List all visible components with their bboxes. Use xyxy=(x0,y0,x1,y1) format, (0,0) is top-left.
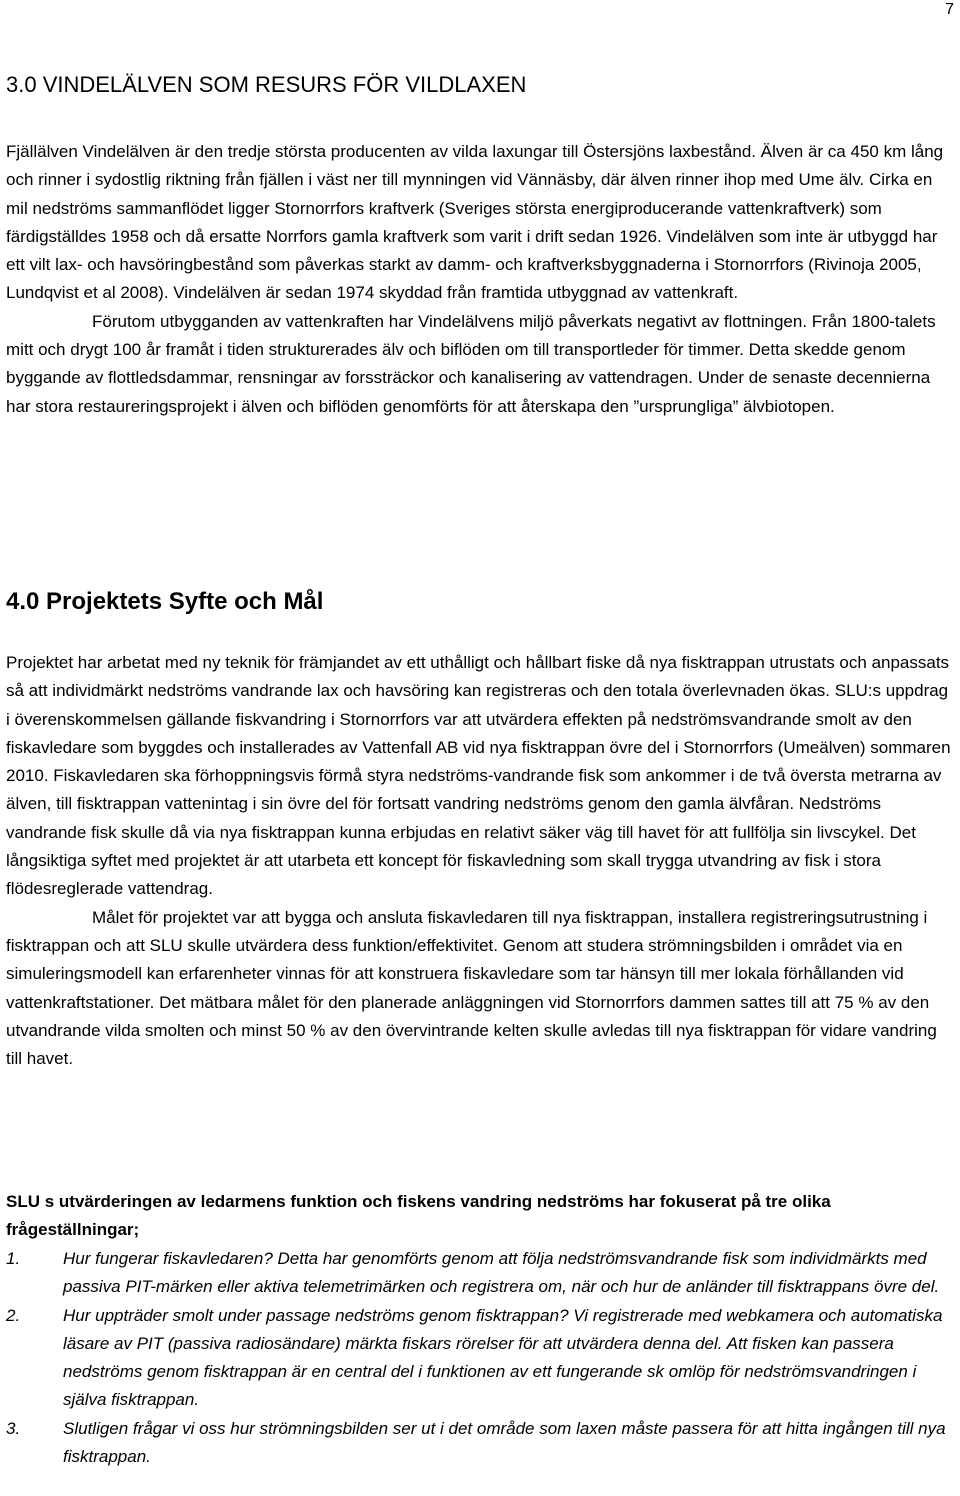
questions-list xyxy=(6,1245,956,1471)
list-item xyxy=(6,1302,956,1415)
section-4-heading: 4.0 Projektets Syfte och Mål xyxy=(6,588,324,615)
list-item-text: Slutligen frågar vi oss hur strömningsbilden ser ut i det område som laxen måste passera för att hitta ingången till nya fisktrappan. xyxy=(63,1418,946,1467)
list-item-text: Hur uppträder smolt under passage nedströms genom fisktrappan? Vi registrerade med webkamera och automatiska läsare av PIT (passiva radiosändare) märkta fiskars rörelser för att utvärdera denna del. Att fisken kan passera nedströms genom fisktrappan är en central del i funktionen av ett fungerande sk omlöp för nedströmsvandringen i själva fisktrappan. xyxy=(63,1305,943,1410)
list-item-number: 1. xyxy=(6,1249,21,1268)
section-4-body xyxy=(6,649,956,1073)
paragraph: Projektet har arbetat med ny teknik för främjandet av ett uthålligt och hållbart fiske då nya fisktrappan utrustats och anpassats så att individmärkt nedströms vandrande lax och havsöring kan registreras och den totala överlevnaden ökas. SLU:s uppdrag i överenskommelsen gällande fiskvandring i Stornorrfors var att utvärdera effekten på nedströmsvandrande smolt av den fiskavledare som byggdes och installerades av Vattenfall AB vid nya fisktrappan övre del i Stornorrfors (Umeälven) sommaren 2010. Fiskavledaren ska förhoppningsvis förmå styra nedströms-vandrande fisk som ankommer i de två översta metrarna av älven, till fisktrappan vattenintag i sin övre del för fortsatt vandring nedströms genom den gamla älvfåran. Nedströms vandrande fisk skulle då via nya fisktrappan kunna erbjudas en relativt säker väg till havet för att fullfölja sin livscykel. Det långsiktiga syftet med projektet är att utarbeta ett koncept för fiskavledning som skall trygga utvandring av fisk i stora flödesreglerade vattendrag. xyxy=(6,653,951,899)
list-item xyxy=(6,1415,956,1472)
list-item xyxy=(6,1245,956,1302)
paragraph: Förutom utbygganden av vattenkraften har Vindelälvens miljö påverkats negativt av flottningen. Från 1800-talets mitt och drygt 100 år framåt i tiden strukturerades älv och biflöden om till transportleder för timmer. Detta skedde genom byggande av flottledsdammar, rensningar av forssträckor och kanalisering av vattendragen. Under de senaste decennierna har stora restaureringsprojekt i älven och biflöden genomförts för att återskapa den ”ursprungliga” älvbiotopen. xyxy=(6,311,936,416)
page-number: 7 xyxy=(945,1,954,18)
section-3-heading: 3.0 VINDELÄLVEN SOM RESURS FÖR VILDLAXEN xyxy=(6,72,527,97)
paragraph: Målet för projektet var att bygga och ansluta fiskavledaren till nya fisktrappan, installera registreringsutrustning i fisktrappan och att SLU skulle utvärdera dess funktion/effektivitet. Genom att studera strömningsbilden i området via en simuleringsmodell kan erfarenheter vinnas för att konstruera fiskavledare som tar hänsyn till mer lokala förhållanden vid vattenkraftstationer. Det mätbara målet för den planerade anläggningen vid Stornorrfors dammen sattes till att 75 % av den utvandrande vilda smolten och minst 50 % av den övervintrande kelten skulle avledas till nya fisktrappan för vidare vandring till havet. xyxy=(6,907,937,1069)
section-3-body xyxy=(6,138,956,421)
evaluation-heading: SLU s utvärderingen av ledarmens funktion och fiskens vandring nedströms har fokuserat på tre olika frågeställningar; xyxy=(6,1192,831,1240)
list-item-text: Hur fungerar fiskavledaren? Detta har genomförts genom att följa nedströmsvandrande fisk som individmärkts med passiva PIT-märken eller aktiva telemetrimärken och registrera om, när och hur de anländer till fisktrappans övre del. xyxy=(63,1249,940,1297)
list-item-number: 3. xyxy=(6,1418,21,1438)
list-item-number: 2. xyxy=(6,1305,21,1325)
paragraph: Fjällälven Vindelälven är den tredje största producenten av vilda laxungar till Östersjöns laxbestånd. Älven är ca 450 km lång och rinner i sydostlig riktning från fjällen i väst ner till mynningen vid Vännäsby, där älven rinner ihop med Ume älv. Cirka en mil nedströms sammanflödet ligger Stornorrfors kraftverk (Sveriges största energiproducerande vattenkraftverk) som färdigställdes 1958 och då ersatte Norrfors gamla kraftverk som varit i drift sedan 1926. Vindelälven som inte är utbyggd har ett vilt lax- och havsöringbestånd som påverkas starkt av damm- och kraftverksbyggnaderna i Stornorrfors (Rivinoja 2005, Lundqvist et al 2008). Vindelälven är sedan 1974 skyddad från framtida utbyggnad av vattenkraft. xyxy=(6,142,944,303)
